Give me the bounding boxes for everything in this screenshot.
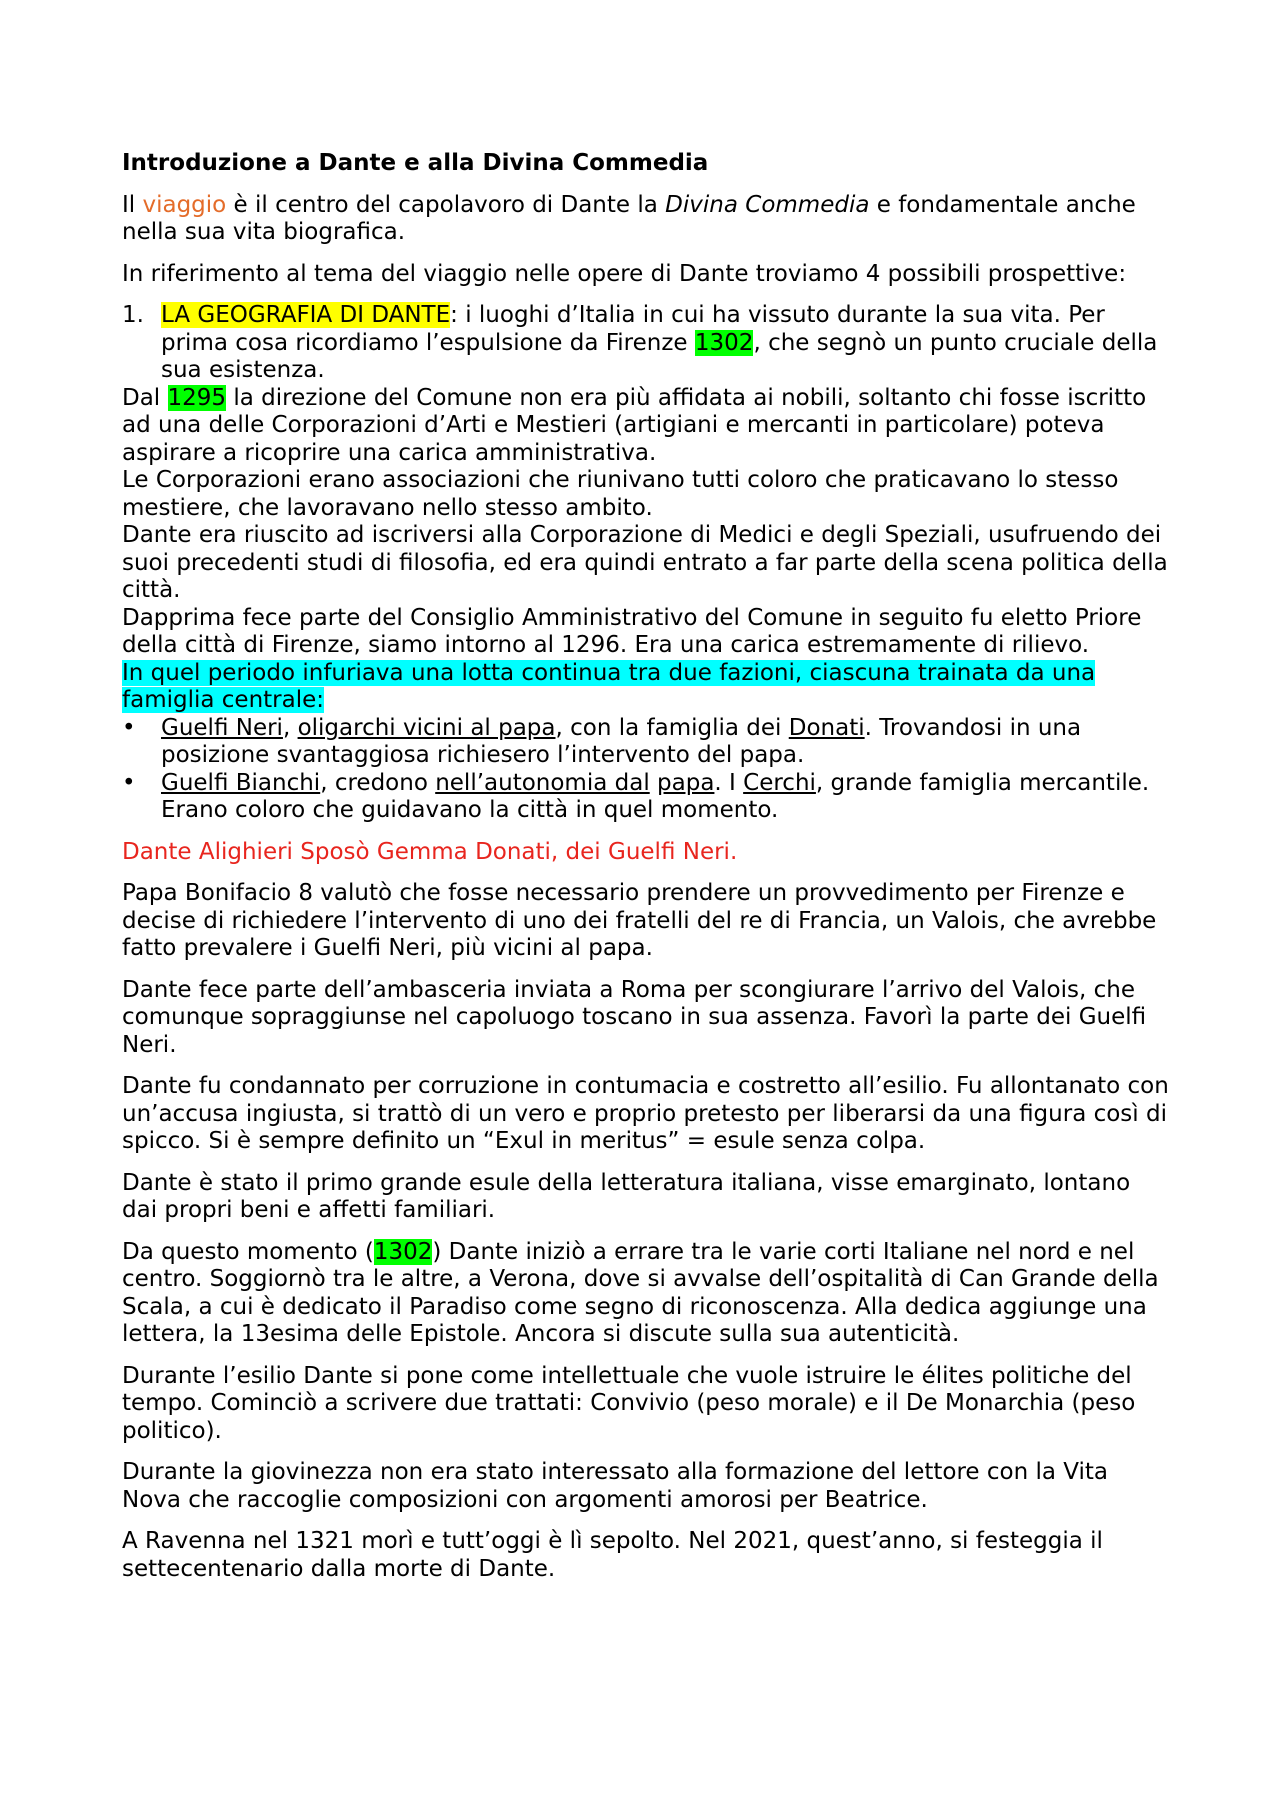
bullet-list	[122, 715, 1170, 825]
paragraph-ravenna: A Ravenna nel 1321 morì e tutt’oggi è lì sepolto. Nel 2021, quest’anno, si festeggia il settecentenario dalla morte di Dante.	[122, 1528, 1103, 1582]
paragraph-ambasceria: Dante fece parte dell’ambasceria inviata a Roma per scongiurare l’arrivo del Valois, che comunque sopraggiunse nel capoluogo toscano in sua assenza. Favorì la parte dei Guelfi Neri.	[122, 976, 1147, 1058]
bullet-marker: •	[122, 769, 136, 796]
underlined-text: Donati	[788, 714, 865, 741]
paragraph-prospettive: In riferimento al tema del viaggio nelle opere di Dante troviamo 4 possibili prospettive:	[122, 260, 1127, 287]
highlighted-year: 1302	[373, 1238, 433, 1265]
highlighted-year: 1295	[167, 384, 227, 411]
numbered-list	[122, 302, 1170, 385]
document-title: Introduzione a Dante e alla Divina Commedia	[122, 150, 709, 176]
list-item-guelfi-bianchi	[122, 770, 1170, 825]
highlighted-heading-geografia: LA GEOGRAFIA DI DANTE	[161, 302, 451, 328]
text-run: Da questo momento (	[122, 1238, 374, 1265]
paragraph-vita-nova: Durante la giovinezza non era stato interessato alla formazione del lettore con la Vita Nova che raccoglie composizioni con argomenti amorosi per Beatrice.	[122, 1459, 1108, 1513]
text-run: Dal	[122, 384, 168, 411]
text-run: , credono	[320, 769, 436, 796]
underlined-text: oligarchi vicini al papa	[297, 714, 556, 741]
highlighted-sentence-fazioni: In quel periodo infuriava una lotta continua tra due fazioni, ciascuna trainata da una famiglia centrale:	[122, 659, 1096, 713]
text-run	[650, 770, 657, 796]
text-run: è il centro del capolavoro di Dante la	[226, 191, 666, 218]
paragraph-esule: Dante è stato il primo grande esule della letteratura italiana, visse emarginato, lontano dai propri beni e affetti familiari.	[122, 1169, 1131, 1223]
highlighted-year: 1302	[694, 329, 754, 356]
paragraph-bonifacio: Papa Bonifacio 8 valutò che fosse necessario prendere un provvedimento per Firenze e decise di richiedere l’intervento di uno dei fratelli del re di Francia, un Valois, che avrebbe fatto prevalere i Guelfi Neri, più vicini al papa.	[122, 880, 1157, 961]
text-run: la direzione del Comune non era più affidata ai nobili, soltanto chi fosse iscritto ad una delle Corporazioni d’Arti e Mestieri (artigiani e mercanti in particolare) poteva aspirare a ricoprire una carica amministrativa.	[122, 384, 1147, 466]
highlight-word-viaggio: viaggio	[142, 191, 227, 218]
paragraph-condanna: Dante fu condannato per corruzione in contumacia e costretto all’esilio. Fu allontanato con un’accusa ingiusta, si trattò di un vero e proprio pretesto per liberarsi da una figura così di spicco. Si è sempre definito un “Exul in meritus” = esule senza colpa.	[122, 1073, 1169, 1154]
bullet-marker: •	[122, 714, 136, 741]
underlined-text: nell’autonomia dal	[435, 769, 650, 796]
paragraph-gemma-donati: Dante Alighieri Sposò Gemma Donati, dei Guelfi Neri.	[122, 838, 738, 865]
italic-title-divina-commedia: Divina Commedia	[665, 191, 870, 218]
text-run: e fondamentale anche nella sua vita biografica.	[122, 191, 1136, 245]
paragraph-esilio-intellettuale: Durante l’esilio Dante si pone come intellettuale che vuole istruire le élites politiche del tempo. Cominciò a scrivere due trattati: Convivio (peso morale) e il De Monarchia (peso politico).	[122, 1362, 1136, 1444]
underlined-text: Guelfi Neri	[161, 714, 283, 741]
paragraph-fazioni	[122, 660, 1170, 715]
underlined-text: Cerchi	[743, 769, 816, 796]
text-run: , con la famiglia dei	[555, 714, 789, 741]
list-number: 1.	[122, 302, 144, 328]
underlined-text: papa	[657, 769, 715, 796]
text-run: ,	[282, 714, 298, 741]
text-run: . I	[714, 769, 744, 796]
paragraph-comune	[122, 385, 1170, 468]
paragraph-medici-speziali: Dante era riuscito ad iscriversi alla Corporazione di Medici e degli Speziali, usufruendo dei suoi precedenti studi di filosofia, ed era quindi entrato a far parte della scena politica della città.	[122, 522, 1168, 603]
text-run: . Trovandosi in una posizione svantaggiosa richiesero l’intervento del papa.	[161, 714, 1082, 768]
underlined-text: Guelfi Bianchi	[161, 769, 321, 796]
text-run: Il	[122, 191, 143, 218]
paragraph-intro	[122, 192, 1170, 247]
list-item-guelfi-neri	[122, 715, 1170, 770]
text-run: , grande famiglia mercantile. Erano coloro che guidavano la città in quel momento.	[161, 769, 1150, 823]
text-run: : i luoghi d’Italia in cui ha vissuto durante la sua vita. Per prima cosa ricordiamo l’espulsione da Firenze	[161, 302, 1105, 356]
paragraph-corti	[122, 1239, 1170, 1349]
paragraph-priore: Dapprima fece parte del Consiglio Amministrativo del Comune in seguito fu eletto Priore della città di Firenze, siamo intorno al 1296. Era una carica estremamente di rilievo.	[122, 604, 1142, 658]
text-run: ) Dante iniziò a errare tra le varie corti Italiane nel nord e nel centro. Soggiornò tra le altre, a Verona, dove si avvalse dell’ospitalità di Can Grande della Scala, a cui è dedicato il Paradiso come segno di riconoscenza. Alla dedica aggiunge una lettera, la 13esima delle Epistole. Ancora si discute sulla sua autenticità.	[122, 1238, 1159, 1347]
text-run: , che segnò un punto cruciale della sua esistenza.	[161, 329, 1158, 383]
list-item-geografia	[122, 302, 1170, 385]
paragraph-corporazioni: Le Corporazioni erano associazioni che riunivano tutti coloro che praticavano lo stesso mestiere, che lavoravano nello stesso ambito.	[122, 467, 1119, 521]
